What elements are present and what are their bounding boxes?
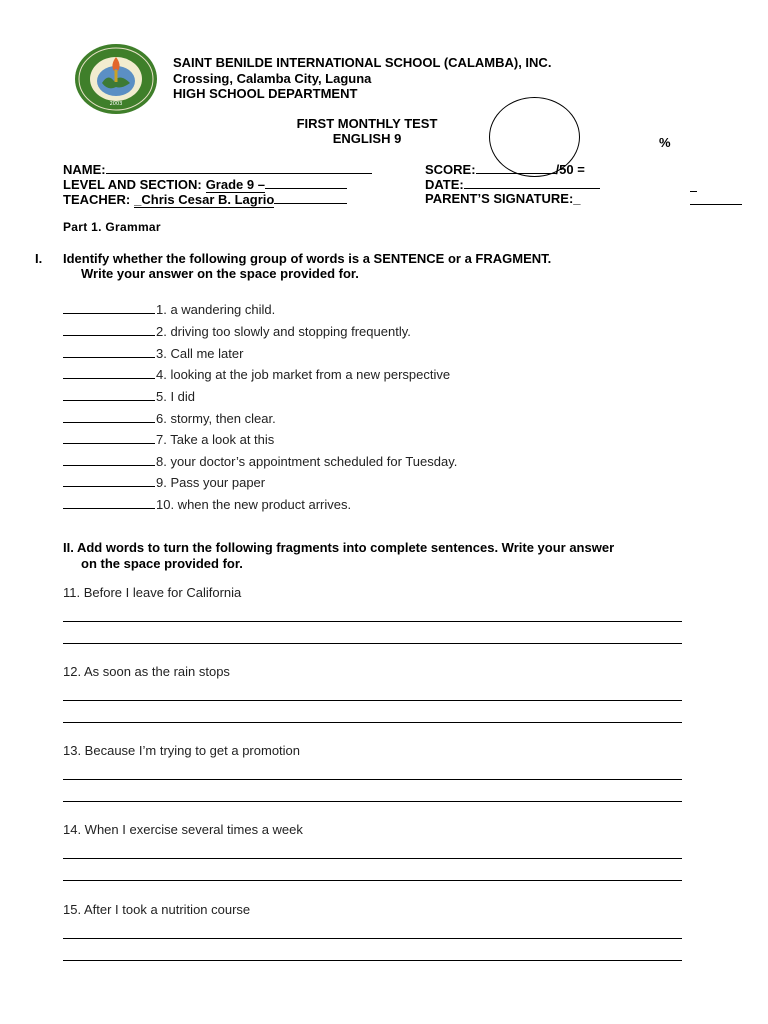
score-blank[interactable]	[476, 161, 556, 174]
level-value: Grade 9 –	[205, 177, 265, 192]
list-item	[63, 432, 274, 448]
answer-blank[interactable]	[63, 432, 155, 444]
date-label: DATE:	[425, 177, 464, 192]
answer-line[interactable]	[63, 722, 682, 723]
list-item	[63, 367, 450, 383]
answer-line[interactable]	[63, 880, 682, 881]
percent-sign: %	[659, 135, 671, 150]
list-item	[63, 475, 265, 491]
item-text: 8. your doctor’s appointment scheduled for Tuesday.	[156, 454, 458, 469]
answer-line[interactable]	[63, 858, 682, 859]
answer-blank[interactable]	[63, 346, 155, 358]
answer-blank[interactable]	[63, 475, 155, 487]
signature-label: PARENT’S SIGNATURE:_	[425, 191, 581, 206]
school-header	[173, 55, 551, 102]
test-subject: ENGLISH 9	[332, 131, 402, 146]
list-item	[63, 454, 457, 470]
part-heading: Part 1. Grammar	[63, 220, 161, 234]
teacher-label: TEACHER:	[63, 192, 131, 207]
name-blank[interactable]	[106, 161, 372, 174]
item-text: 5. I did	[156, 389, 196, 404]
list-item	[63, 302, 275, 318]
item-text: 3. Call me later	[156, 346, 244, 361]
logo-year: 2003	[109, 101, 123, 107]
item-text: 2. driving too slowly and stopping frequently.	[156, 324, 411, 339]
level-label: LEVEL AND SECTION:	[63, 177, 202, 192]
fragment-item: 11. Before I leave for California	[63, 585, 242, 600]
fragment-item: 14. When I exercise several times a week	[63, 822, 303, 837]
item-text: 10. when the new product arrives.	[156, 497, 352, 512]
list-item	[63, 324, 411, 340]
list-item	[63, 411, 276, 427]
answer-line[interactable]	[63, 643, 682, 644]
item-text: 7. Take a look at this	[156, 432, 275, 447]
answer-line[interactable]	[63, 801, 682, 802]
list-item	[63, 497, 351, 513]
signature-blank[interactable]	[690, 192, 742, 205]
answer-blank[interactable]	[63, 411, 155, 423]
level-blank[interactable]	[265, 176, 347, 189]
answer-line[interactable]	[63, 938, 682, 939]
teacher-field	[63, 191, 347, 208]
answer-blank[interactable]	[63, 454, 155, 466]
school-address: Crossing, Calamba City, Laguna	[173, 70, 372, 86]
date-blank[interactable]	[464, 176, 600, 189]
answer-line[interactable]	[63, 621, 682, 622]
item-text: 1. a wandering child.	[156, 302, 276, 317]
answer-blank[interactable]	[63, 389, 155, 401]
answer-blank[interactable]	[63, 302, 155, 314]
answer-line[interactable]	[63, 779, 682, 780]
fragment-item: 15. After I took a nutrition course	[63, 902, 251, 917]
answer-blank[interactable]	[63, 497, 155, 509]
school-name: SAINT BENILDE INTERNATIONAL SCHOOL (CALAMBA), INC.	[173, 55, 552, 70]
section-2-instruction: II. Add words to turn the following fragments into complete sentences. Write your answer	[63, 540, 615, 555]
score-total: /50 =	[555, 162, 585, 177]
test-title: FIRST MONTHLY TEST	[296, 116, 438, 131]
fragment-item: 13. Because I’m trying to get a promotion	[63, 743, 301, 758]
section-number: I.	[35, 251, 43, 266]
item-text: 9. Pass your paper	[156, 475, 266, 490]
item-text: 6. stormy, then clear.	[156, 411, 276, 426]
answer-line[interactable]	[63, 700, 682, 701]
fragment-item: 12. As soon as the rain stops	[63, 664, 230, 679]
answer-blank[interactable]	[63, 367, 155, 379]
name-label: NAME:	[63, 162, 106, 177]
teacher-value: _Chris Cesar B. Lagrio	[134, 192, 275, 207]
teacher-blank	[274, 191, 347, 204]
answer-blank[interactable]	[63, 324, 155, 336]
section-2-instruction-cont: on the space provided for.	[81, 556, 243, 571]
answer-line[interactable]	[63, 960, 682, 961]
item-text: 4. looking at the job market from a new perspective	[156, 367, 451, 382]
section-1-instruction: Identify whether the following group of words is a SENTENCE or a FRAGMENT.	[63, 251, 552, 266]
list-item	[63, 389, 195, 405]
date-extra-blank	[690, 179, 697, 192]
section-1-instruction-cont: Write your answer on the space provided for.	[81, 266, 359, 281]
school-department: HIGH SCHOOL DEPARTMENT	[173, 86, 358, 101]
signature-field	[425, 191, 581, 207]
score-label: SCORE:	[425, 162, 476, 177]
school-seal-logo	[74, 43, 158, 115]
list-item	[63, 346, 243, 362]
